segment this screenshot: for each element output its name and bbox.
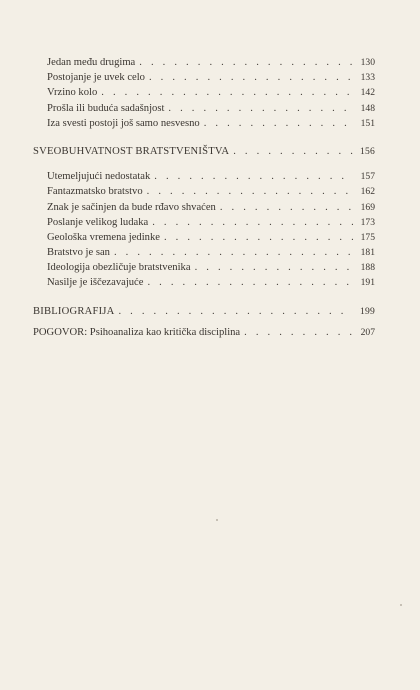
toc-entry-page: 130 (360, 57, 375, 68)
toc-entry-page: 181 (360, 247, 375, 259)
dot-leader (149, 70, 353, 85)
toc-entry-page: 162 (360, 186, 375, 198)
toc-section-page: 156 (360, 145, 375, 157)
toc-entry-page: 142 (360, 87, 375, 99)
toc-entry-title: Fantazmatsko bratstvo (47, 186, 143, 198)
toc-entry-title: Jedan među drugima (47, 57, 136, 68)
toc-entry (33, 85, 375, 100)
toc-entry-page: 157 (360, 171, 375, 183)
toc-entry-page: 173 (360, 216, 375, 228)
toc-entry-page: 148 (360, 102, 375, 114)
dot-leader (152, 215, 353, 230)
dot-leader (168, 101, 353, 116)
toc-entry-title: Iza svesti postoji još samo nesvesno (47, 117, 200, 129)
toc-section-title: SVEOBUHVATNOST BRATSTVENIŠTVA (33, 145, 230, 157)
paper-speck (400, 604, 402, 606)
dot-leader (139, 55, 353, 70)
dot-leader (114, 245, 353, 260)
toc-section-heading (33, 304, 375, 319)
toc-entry-title: Poslanje velikog ludaka (47, 216, 149, 228)
spacer (33, 291, 375, 304)
toc-entry-title: Geološka vremena jedinke (47, 231, 160, 243)
spacer (33, 131, 375, 144)
toc-section-page: 207 (360, 326, 375, 338)
toc-entry-title: Znak je sačinjen da bude rđavo shvaćen (47, 201, 216, 213)
toc-section-heading (33, 144, 375, 159)
dot-leader (195, 260, 353, 275)
toc-entry-page: 175 (360, 231, 375, 243)
toc-entry (33, 230, 375, 245)
toc-entry (33, 215, 375, 230)
toc-entry-title: Postojanje je uvek celo (47, 72, 145, 84)
toc-section-heading (33, 325, 375, 340)
toc-entry-title: Prošla ili buduća sadašnjost (47, 102, 165, 114)
paper-speck (216, 519, 218, 521)
toc-entry-title: Bratstvo je san (47, 247, 110, 259)
dot-leader (204, 116, 353, 131)
dot-leader (147, 184, 353, 199)
toc-entry (33, 245, 375, 260)
toc-entry (33, 101, 375, 116)
toc-entry (33, 169, 375, 184)
toc-entry (33, 55, 375, 70)
dot-leader (118, 304, 353, 319)
toc-entry-title: Nasilje je iščezavajuće (47, 277, 144, 289)
table-of-contents (33, 55, 375, 340)
toc-entry-page: 188 (360, 262, 375, 274)
toc-entry-page: 151 (360, 117, 375, 129)
dot-leader (101, 85, 353, 100)
toc-section-title: BIBLIOGRAFIJA (33, 305, 115, 317)
toc-entry-page: 133 (360, 72, 375, 84)
toc-entry (33, 116, 375, 131)
dot-leader (164, 230, 353, 245)
toc-entry-page: 169 (360, 201, 375, 213)
toc-entry-title: Ideologija obezličuje bratstvenika (47, 262, 191, 274)
toc-entry-title: Vrzino kolo (47, 87, 98, 99)
toc-entry (33, 184, 375, 199)
toc-entry (33, 200, 375, 215)
dot-leader (244, 325, 353, 340)
dot-leader (147, 275, 353, 290)
toc-entry (33, 275, 375, 290)
dot-leader (233, 144, 353, 159)
toc-entry-page: 191 (360, 277, 375, 289)
dot-leader (154, 169, 353, 184)
toc-entry-title: Utemeljujući nedostatak (47, 171, 151, 183)
toc-section-title: POGOVOR: Psihoanaliza kao kritička disciplina (33, 326, 241, 338)
toc-section-page: 199 (360, 305, 375, 317)
dot-leader (220, 200, 353, 215)
spacer (33, 159, 375, 169)
toc-entry (33, 260, 375, 275)
toc-entry (33, 70, 375, 85)
